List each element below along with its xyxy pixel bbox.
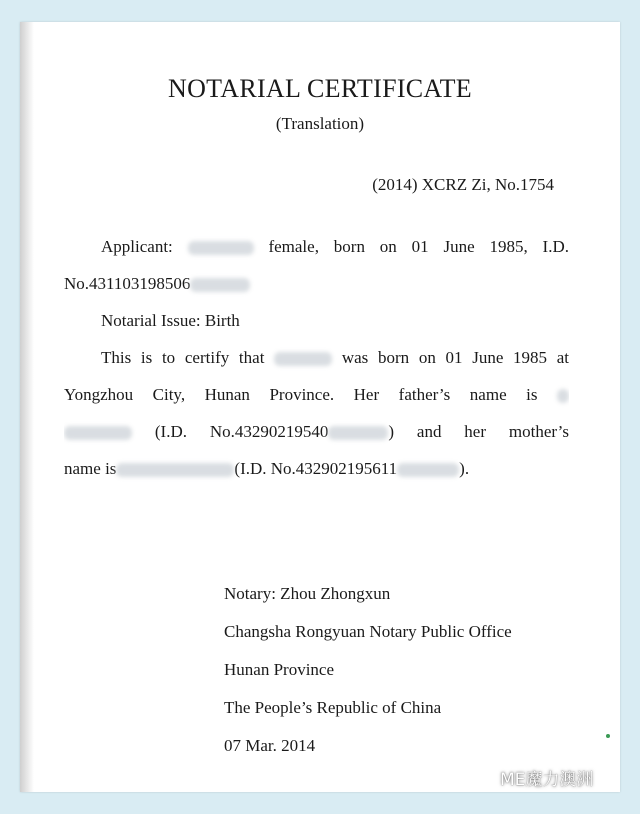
certificate-body (64, 228, 569, 487)
redacted-name (557, 389, 569, 403)
redacted-id (190, 278, 250, 292)
redacted-name (64, 426, 132, 440)
watermark (474, 765, 593, 790)
certify-line-1: This is to certify that was born on 01 June 1985 at (101, 348, 569, 367)
certify-line-3: (I.D. No.43290219540 ) and her mother’s (64, 413, 569, 450)
applicant-id: No.431103198506 (64, 274, 191, 293)
redacted-id (328, 426, 388, 440)
ink-dot (606, 734, 610, 738)
redacted-name (274, 352, 332, 366)
watermark-text: ME魔力澳洲 (500, 770, 594, 790)
country: The People’s Republic of China (224, 698, 442, 717)
paper-shadow-edge (20, 22, 34, 792)
redacted-name (116, 463, 234, 477)
wechat-icon (474, 770, 494, 787)
certify-line-4: name is (I.D. No.432902195611 ). (64, 459, 470, 478)
applicant-line (64, 228, 569, 265)
certify-line-2: Yongzhou City, Hunan Province. Her father’s name is (64, 376, 569, 413)
applicant-label: Applicant: (101, 237, 173, 256)
province: Hunan Province (224, 660, 335, 679)
signature-block (224, 575, 512, 765)
issue-date: 07 Mar. 2014 (224, 736, 316, 755)
certificate-page (20, 22, 620, 792)
document-title: NOTARIAL CERTIFICATE (168, 74, 472, 103)
notary-office: Changsha Rongyuan Notary Public Office (224, 622, 512, 641)
document-subtitle: (Translation) (275, 114, 365, 133)
redacted-name (188, 241, 254, 255)
redacted-id (397, 463, 459, 477)
notary-name: Notary: Zhou Zhongxun (224, 584, 391, 603)
applicant-description: female, born on 01 June 1985, I.D. (268, 237, 569, 256)
applicant-id-line (64, 265, 569, 302)
notarial-issue: Notarial Issue: Birth (101, 311, 240, 330)
reference-number: (2014) XCRZ Zi, No.1754 (372, 175, 554, 194)
